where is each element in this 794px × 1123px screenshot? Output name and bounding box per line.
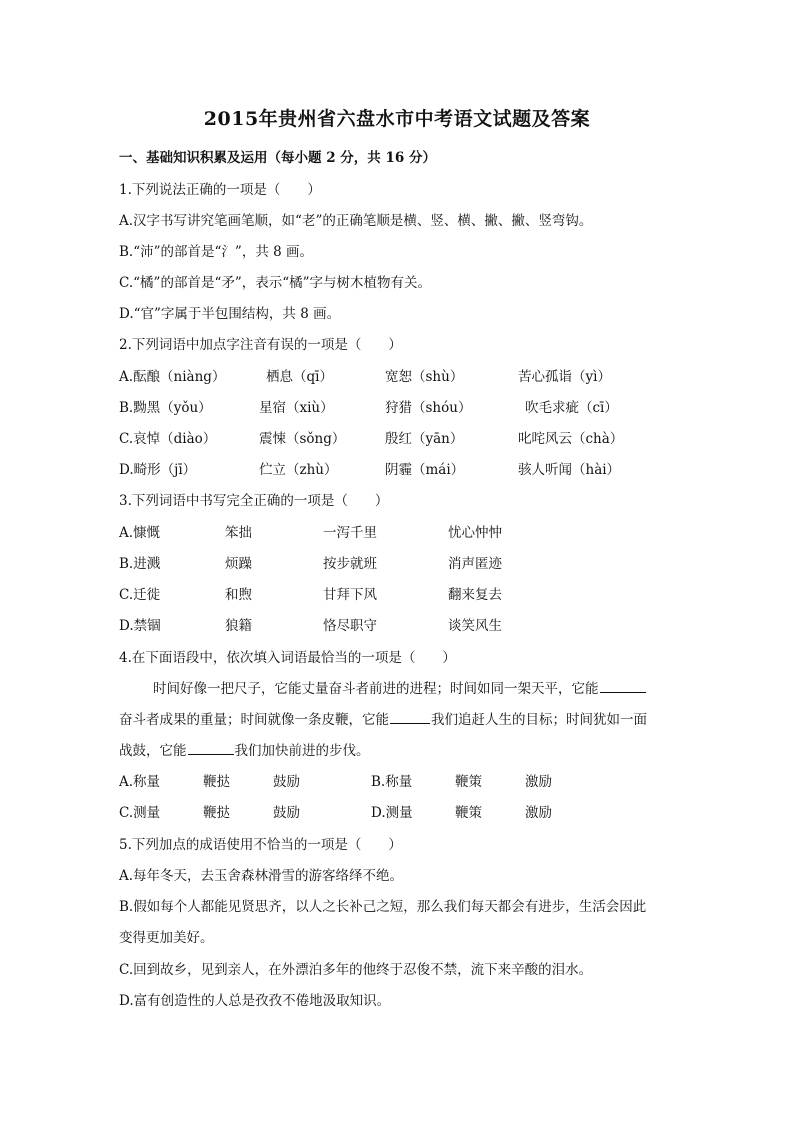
question-2-row-a-col-2: 栖息（qī）	[266, 369, 333, 385]
question-1-option-c: C.“橘”的部首是“矛”，表示“橘”字与树木植物有关。	[119, 275, 432, 291]
passage-text: 时间好像一把尺子，它能丈量奋斗者前进的进程；时间如同一架天平，它能	[153, 681, 599, 697]
question-5-option-b-line-2: 变得更加美好。	[119, 930, 214, 946]
passage-text: 奋斗者成果的重量；时间就像一条皮鞭，它能	[119, 712, 389, 728]
question-2-row-a-col-3: 宽恕（shù）	[385, 369, 464, 385]
question-4-option-c-word-3: 鼓励	[273, 805, 300, 821]
question-2-row-d-col-1: D.畸形（jī）	[119, 462, 197, 478]
question-3-row-d-col-4: 谈笑风生	[448, 618, 502, 634]
fill-blank-1	[600, 678, 646, 693]
question-2-row-c-col-1: C.哀悼（diào）	[119, 431, 217, 447]
question-4-option-c-word-2: 鞭挞	[203, 805, 230, 821]
question-3-row-c-col-3: 甘拜下风	[323, 587, 377, 603]
passage-text: 战鼓，它能	[119, 743, 187, 759]
question-4-passage-line-3	[119, 739, 370, 759]
question-4-option-b-word-3: 激励	[525, 774, 552, 790]
question-3-row-b-col-2: 烦躁	[225, 556, 252, 572]
question-3-row-a-col-4: 忧心忡忡	[448, 525, 502, 541]
question-1-option-d: D.“官”字属于半包围结构，共 8 画。	[119, 306, 341, 322]
section-heading: 一、基础知识积累及运用（每小题 2 分，共 16 分）	[119, 150, 436, 166]
question-2-row-d-col-3: 阴霾（mái）	[385, 462, 465, 478]
question-4-option-b-word-2: 鞭策	[455, 774, 482, 790]
question-2-stem: 2.下列词语中加点字注音有误的一项是（ ）	[119, 337, 402, 353]
question-4-option-b-word-1: B.称量	[371, 774, 413, 790]
question-1-stem: 1.下列说法正确的一项是（ ）	[119, 182, 321, 198]
question-2-row-b-col-4: 吹毛求疵（cī）	[525, 400, 618, 416]
question-3-row-b-col-1: B.进溅	[119, 556, 161, 572]
question-5-stem: 5.下列加点的成语使用不恰当的一项是（ ）	[119, 837, 402, 853]
question-5-option-a: A.每年冬天，去玉舍森林滑雪的游客络绎不绝。	[119, 868, 404, 884]
question-2-row-b-col-3: 狩猎（shóu）	[385, 400, 472, 416]
question-3-row-d-col-2: 狼籍	[225, 618, 252, 634]
question-3-row-a-col-3: 一泻千里	[323, 525, 377, 541]
question-4-option-d-word-1: D.测量	[371, 805, 413, 821]
question-2-row-c-col-3: 殷红（yān）	[385, 431, 464, 447]
question-4-option-d-word-2: 鞭策	[455, 805, 482, 821]
question-4-stem: 4.在下面语段中，依次填入词语最恰当的一项是（ ）	[119, 650, 456, 666]
question-5-option-d: D.富有创造性的人总是孜孜不倦地汲取知识。	[119, 993, 391, 1009]
question-1-option-a: A.汉字书写讲究笔画笔顺，如“老”的正确笔顺是横、竖、横、撇、撇、竖弯钩。	[119, 213, 593, 229]
question-3-row-c-col-1: C.迁徙	[119, 587, 161, 603]
question-3-row-c-col-4: 翻来复去	[448, 587, 502, 603]
question-2-row-b-col-1: B.黝黑（yǒu）	[119, 400, 212, 416]
question-3-row-a-col-1: A.慷慨	[119, 525, 161, 541]
question-1-option-b: B.“沛”的部首是“氵”，共 8 画。	[119, 244, 313, 260]
question-5-option-c: C.回到故乡，见到亲人，在外漂泊多年的他终于忍俊不禁，流下来辛酸的泪水。	[119, 962, 593, 978]
question-3-row-c-col-2: 和煦	[225, 587, 252, 603]
question-4-option-a-word-2: 鞭挞	[203, 774, 230, 790]
question-2-row-d-col-4: 骇人听闻（hài）	[518, 462, 621, 478]
question-4-option-a-word-3: 鼓励	[273, 774, 300, 790]
question-2-row-b-col-2: 星宿（xiù）	[259, 400, 334, 416]
passage-text: 我们加快前进的步伐。	[234, 743, 370, 759]
question-4-passage-line-2	[119, 708, 647, 728]
question-2-row-a-col-1: A.酝酿（niàng）	[119, 369, 226, 385]
question-3-row-d-col-3: 恪尽职守	[323, 618, 377, 634]
question-3-row-a-col-2: 笨拙	[225, 525, 252, 541]
page-title: 2015年贵州省六盘水市中考语文试题及答案	[203, 108, 591, 130]
question-3-row-b-col-4: 消声匿迹	[448, 556, 502, 572]
question-2-row-c-col-4: 叱咤风云（chà）	[518, 431, 624, 447]
question-3-row-b-col-3: 按步就班	[323, 556, 377, 572]
question-4-option-c-word-1: C.测量	[119, 805, 161, 821]
question-5-option-b-line-1: B.假如每个人都能见贤思齐，以人之长补己之短，那么我们每天都会有进步，生活会因此	[119, 899, 647, 915]
passage-text: 我们追赶人生的目标；时间犹如一面	[431, 712, 647, 728]
question-2-row-a-col-4: 苦心孤诣（yì）	[518, 369, 611, 385]
question-4-passage-line-1	[153, 677, 647, 697]
question-3-stem: 3.下列词语中书写完全正确的一项是（ ）	[119, 493, 389, 509]
question-2-row-c-col-2: 震悚（sǒng）	[259, 431, 346, 447]
fill-blank-3	[188, 740, 234, 755]
question-4-option-a-word-1: A.称量	[119, 774, 161, 790]
question-2-row-d-col-2: 伫立（zhù）	[259, 462, 338, 478]
question-4-option-d-word-3: 激励	[525, 805, 552, 821]
question-3-row-d-col-1: D.禁锢	[119, 618, 161, 634]
fill-blank-2	[390, 709, 430, 724]
